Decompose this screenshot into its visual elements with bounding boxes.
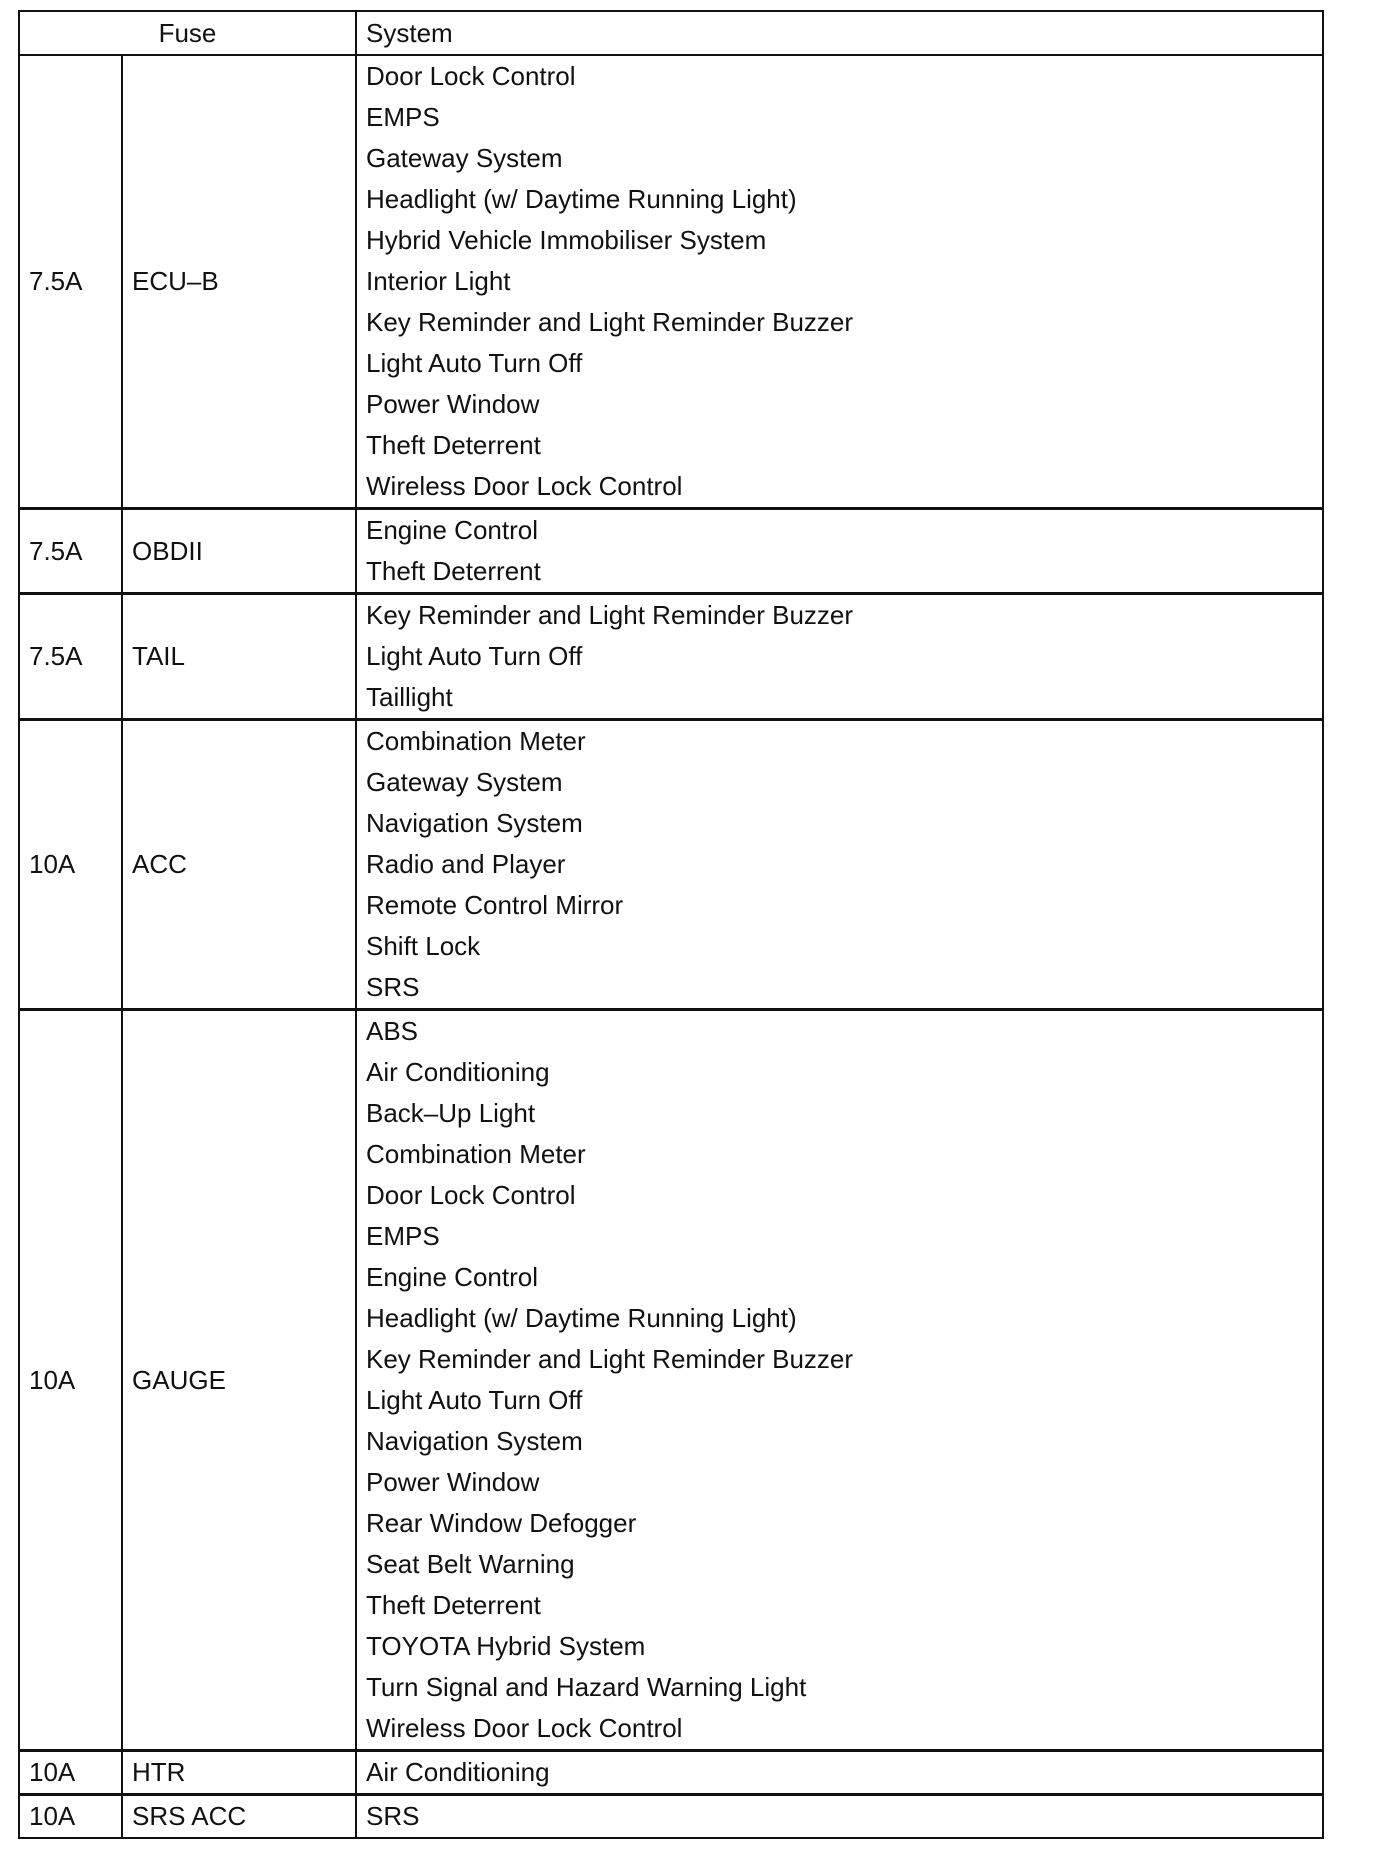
- system-list: [356, 720, 1323, 1010]
- system-item: Power Window: [366, 1467, 540, 1497]
- fuse-amperage: 7.5A: [19, 55, 122, 509]
- table-row: [19, 594, 1323, 720]
- table-row: [19, 55, 1323, 509]
- fuse-column-header: Fuse: [19, 11, 356, 55]
- system-item: Wireless Door Lock Control: [366, 1713, 683, 1743]
- system-item: Back–Up Light: [366, 1098, 536, 1128]
- system-list: [356, 509, 1323, 594]
- system-item: TOYOTA Hybrid System: [366, 1631, 646, 1661]
- fuse-amperage: 10A: [19, 1010, 122, 1751]
- system-item: SRS: [366, 1801, 420, 1831]
- table-body: [19, 55, 1323, 1838]
- fuse-name: SRS ACC: [122, 1795, 356, 1839]
- fuse-name: ACC: [122, 720, 356, 1010]
- system-item: EMPS: [366, 1221, 440, 1251]
- system-list: [356, 594, 1323, 720]
- system-item: Air Conditioning: [366, 1057, 550, 1087]
- fuse-name: GAUGE: [122, 1010, 356, 1751]
- fuse-amperage: 7.5A: [19, 594, 122, 720]
- system-item: Light Auto Turn Off: [366, 641, 583, 671]
- system-item: Theft Deterrent: [366, 430, 541, 460]
- fuse-amperage: 10A: [19, 1751, 122, 1795]
- system-item: Navigation System: [366, 1426, 583, 1456]
- system-item: Navigation System: [366, 808, 583, 838]
- system-item: Light Auto Turn Off: [366, 348, 583, 378]
- system-column-header: System: [356, 11, 1323, 55]
- system-item: Combination Meter: [366, 1139, 586, 1169]
- system-item: Interior Light: [366, 266, 511, 296]
- system-item: Seat Belt Warning: [366, 1549, 575, 1579]
- system-item: Power Window: [366, 389, 540, 419]
- table-header-row: [19, 11, 1323, 55]
- system-item: Theft Deterrent: [366, 1590, 541, 1620]
- system-item: Engine Control: [366, 1262, 538, 1292]
- fuse-amperage: 10A: [19, 720, 122, 1010]
- table-row: [19, 720, 1323, 1010]
- system-item: Shift Lock: [366, 931, 481, 961]
- system-item: Combination Meter: [366, 726, 586, 756]
- system-item: Rear Window Defogger: [366, 1508, 637, 1538]
- system-item: SRS: [366, 972, 420, 1002]
- system-item: ABS: [366, 1016, 419, 1046]
- table-row: [19, 1751, 1323, 1795]
- system-list: [356, 1795, 1323, 1839]
- system-item: Key Reminder and Light Reminder Buzzer: [366, 307, 854, 337]
- fuse-name: HTR: [122, 1751, 356, 1795]
- system-item: Door Lock Control: [366, 61, 576, 91]
- system-item: Taillight: [366, 682, 453, 712]
- system-item: Gateway System: [366, 143, 563, 173]
- system-item: Turn Signal and Hazard Warning Light: [366, 1672, 807, 1702]
- system-item: Theft Deterrent: [366, 556, 541, 586]
- system-item: Engine Control: [366, 515, 538, 545]
- system-item: Headlight (w/ Daytime Running Light): [366, 1303, 797, 1333]
- system-item: Door Lock Control: [366, 1180, 576, 1210]
- fuse-system-table: [18, 10, 1324, 1839]
- system-item: Remote Control Mirror: [366, 890, 624, 920]
- system-item: Headlight (w/ Daytime Running Light): [366, 184, 797, 214]
- fuse-amperage: 7.5A: [19, 509, 122, 594]
- system-item: Key Reminder and Light Reminder Buzzer: [366, 1344, 854, 1374]
- system-item: Gateway System: [366, 767, 563, 797]
- system-item: Key Reminder and Light Reminder Buzzer: [366, 600, 854, 630]
- fuse-name: TAIL: [122, 594, 356, 720]
- system-item: Wireless Door Lock Control: [366, 471, 683, 501]
- system-item: Light Auto Turn Off: [366, 1385, 583, 1415]
- system-item: Radio and Player: [366, 849, 566, 879]
- system-item: Hybrid Vehicle Immobiliser System: [366, 225, 767, 255]
- table-row: [19, 509, 1323, 594]
- fuse-name: OBDII: [122, 509, 356, 594]
- system-list: [356, 55, 1323, 509]
- table-row: [19, 1010, 1323, 1751]
- table-row: [19, 1795, 1323, 1839]
- system-item: Air Conditioning: [366, 1757, 550, 1787]
- system-list: [356, 1751, 1323, 1795]
- fuse-name: ECU–B: [122, 55, 356, 509]
- fuse-amperage: 10A: [19, 1795, 122, 1839]
- system-list: [356, 1010, 1323, 1751]
- system-item: EMPS: [366, 102, 440, 132]
